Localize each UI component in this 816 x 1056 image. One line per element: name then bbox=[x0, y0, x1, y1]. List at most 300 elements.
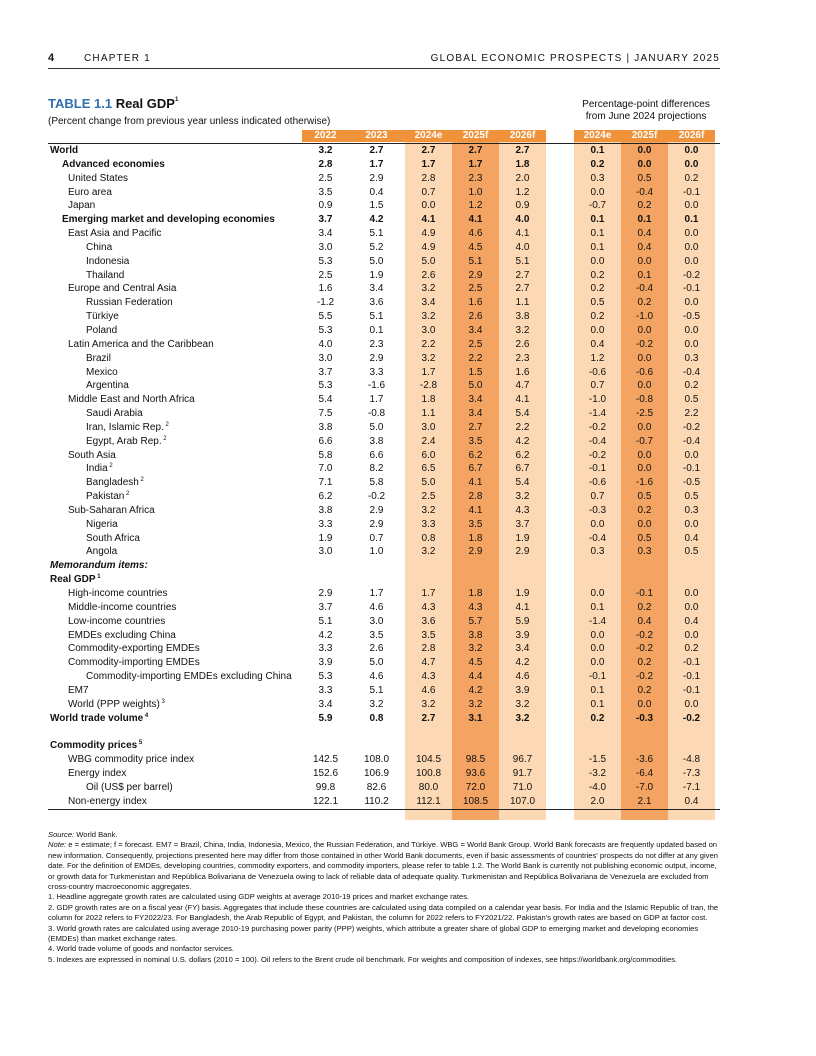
row-label: Commodity prices $^5$ bbox=[50, 740, 143, 752]
diff-cell-2025f: 0.0 bbox=[637, 324, 652, 336]
cell-2026f: 3.7 bbox=[515, 518, 530, 530]
cell-2022: 3.0 bbox=[318, 546, 333, 558]
row-label: Japan bbox=[68, 200, 96, 212]
cell-2025f: 3.2 bbox=[468, 643, 483, 655]
cell-2026f: 2.7 bbox=[515, 269, 530, 281]
table-row bbox=[48, 545, 720, 559]
diff-cell-2024e: 0.2 bbox=[590, 158, 605, 170]
cell-2022: 3.0 bbox=[318, 241, 333, 253]
diff-cell-2026f: 0.0 bbox=[684, 228, 699, 240]
row-label: Non-energy index bbox=[68, 795, 147, 807]
cell-2024e: 4.3 bbox=[421, 601, 436, 613]
table-row bbox=[48, 269, 720, 283]
cell-2024e: 3.6 bbox=[421, 615, 436, 627]
cell-2023: -0.2 bbox=[367, 491, 386, 503]
diff-col-header-2024e: 2024e bbox=[583, 130, 612, 141]
diff-cell-2026f: 0.5 bbox=[684, 491, 699, 503]
table-row bbox=[48, 670, 720, 684]
table-row bbox=[48, 449, 720, 463]
table-row bbox=[48, 227, 720, 241]
row-label: Brazil bbox=[86, 352, 112, 364]
cell-2022: 3.0 bbox=[318, 352, 333, 364]
diff-cell-2025f: -0.2 bbox=[635, 338, 654, 350]
cell-2023: 2.9 bbox=[369, 504, 384, 516]
cell-2022: 122.1 bbox=[312, 795, 339, 807]
cell-2023: 3.0 bbox=[369, 615, 384, 627]
diff-cell-2025f: 0.2 bbox=[637, 297, 652, 309]
diff-cell-2025f: 0.0 bbox=[637, 463, 652, 475]
diff-cell-2026f: 0.5 bbox=[684, 546, 699, 558]
diff-cell-2025f: -0.4 bbox=[635, 283, 654, 295]
footnote-marker: 3 bbox=[159, 698, 165, 705]
cell-2024e: 4.9 bbox=[421, 228, 436, 240]
row-label: United States bbox=[68, 172, 129, 184]
cell-2025f: 4.6 bbox=[468, 228, 483, 240]
source-note bbox=[48, 830, 720, 840]
cell-2024e: 5.0 bbox=[421, 477, 436, 489]
cell-2024e: 3.2 bbox=[421, 546, 436, 558]
cell-2026f: 5.4 bbox=[515, 408, 530, 420]
diff-cell-2025f: -0.2 bbox=[635, 643, 654, 655]
row-label: World bbox=[50, 145, 79, 156]
table-row bbox=[48, 725, 720, 753]
cell-2026f: 107.0 bbox=[509, 795, 536, 807]
table-row bbox=[48, 172, 720, 186]
cell-2022: 3.3 bbox=[318, 643, 333, 655]
cell-2023: 106.9 bbox=[363, 768, 390, 780]
col-header-2023: 2023 bbox=[365, 130, 388, 141]
diff-cell-2026f: -0.1 bbox=[682, 671, 701, 683]
cell-2022: 5.4 bbox=[318, 394, 333, 406]
table-row bbox=[48, 241, 720, 255]
table-body bbox=[48, 143, 720, 810]
diff-cell-2025f: -0.2 bbox=[635, 671, 654, 683]
table-row bbox=[48, 767, 720, 781]
cell-2026f: 6.7 bbox=[515, 463, 530, 475]
cell-2026f: 3.2 bbox=[515, 698, 530, 710]
note-label: Note: bbox=[48, 840, 67, 850]
cell-2026f: 1.1 bbox=[515, 297, 530, 309]
diff-cell-2026f: -0.2 bbox=[682, 269, 701, 281]
cell-2025f: 4.4 bbox=[468, 671, 483, 683]
col-header-2025f: 2025f bbox=[462, 130, 489, 141]
diff-cell-2026f: 0.0 bbox=[684, 145, 699, 156]
cell-2022: 2.9 bbox=[318, 588, 333, 599]
table-row bbox=[48, 421, 720, 435]
cell-2022: 6.2 bbox=[318, 491, 333, 503]
table-number: TABLE 1.1 bbox=[48, 96, 113, 111]
row-label: Nigeria bbox=[86, 518, 118, 530]
cell-2022: 6.6 bbox=[318, 435, 333, 447]
table-row bbox=[48, 255, 720, 269]
diff-cell-2026f: 0.2 bbox=[684, 380, 699, 392]
diff-cell-2024e: 0.3 bbox=[590, 172, 605, 184]
table-row bbox=[48, 379, 720, 393]
cell-2025f: 3.5 bbox=[468, 435, 483, 447]
cell-2026f: 2.7 bbox=[515, 283, 530, 295]
table-row bbox=[48, 310, 720, 324]
cell-2026f: 2.0 bbox=[515, 172, 530, 184]
cell-2025f: 1.8 bbox=[468, 532, 483, 544]
row-label: India $^2$ bbox=[86, 463, 113, 475]
diff-cell-2026f: 0.0 bbox=[684, 158, 699, 170]
cell-2025f: 1.7 bbox=[468, 158, 483, 170]
cell-2025f: 3.4 bbox=[468, 324, 483, 336]
diff-cell-2024e: 1.2 bbox=[590, 352, 605, 364]
diff-col-header-2026f: 2026f bbox=[678, 130, 705, 141]
cell-2024e: 2.8 bbox=[421, 643, 436, 655]
diff-cell-2025f: -3.6 bbox=[635, 754, 654, 766]
cell-2025f: 4.5 bbox=[468, 657, 483, 669]
cell-2025f: 4.3 bbox=[468, 601, 483, 613]
cell-2024e: 3.3 bbox=[421, 518, 436, 530]
cell-2024e: 3.2 bbox=[421, 283, 436, 295]
cell-2023: 5.8 bbox=[369, 477, 384, 489]
cell-2026f: 2.9 bbox=[515, 546, 530, 558]
cell-2023: 0.4 bbox=[369, 186, 384, 198]
table-row bbox=[48, 615, 720, 629]
cell-2023: 108.0 bbox=[363, 754, 390, 766]
footnote-marker: 1 bbox=[95, 574, 101, 581]
row-label: WBG commodity price index bbox=[68, 754, 195, 766]
row-label: Sub-Saharan Africa bbox=[68, 504, 155, 516]
cell-2026f: 3.2 bbox=[515, 491, 530, 503]
row-label: East Asia and Pacific bbox=[68, 228, 162, 240]
cell-2025f: 2.3 bbox=[468, 172, 483, 184]
cell-2023: 8.2 bbox=[369, 463, 384, 475]
diff-cell-2024e: 0.2 bbox=[590, 269, 605, 281]
diff-cell-2026f: -0.4 bbox=[682, 435, 701, 447]
diff-cell-2024e: -0.4 bbox=[588, 435, 607, 447]
diff-cell-2025f: -0.2 bbox=[635, 629, 654, 641]
table-row bbox=[48, 684, 720, 698]
page-number: 4 bbox=[48, 52, 55, 64]
cell-2025f: 3.5 bbox=[468, 518, 483, 530]
diff-cell-2024e: 0.7 bbox=[590, 491, 605, 503]
diff-cell-2024e: 0.1 bbox=[590, 145, 605, 156]
row-label: Iran, Islamic Rep. $^2$ bbox=[86, 421, 169, 433]
diff-cell-2025f: 0.2 bbox=[637, 684, 652, 696]
cell-2025f: 2.9 bbox=[468, 546, 483, 558]
row-label: Commodity-importing EMDEs excluding China bbox=[86, 671, 292, 683]
diff-cell-2024e: -0.1 bbox=[588, 463, 607, 475]
table-row bbox=[48, 781, 720, 795]
table-title bbox=[48, 96, 178, 111]
cell-2026f: 6.2 bbox=[515, 449, 530, 461]
cell-2022: 5.3 bbox=[318, 255, 333, 267]
diff-cell-2026f: 0.4 bbox=[684, 795, 699, 807]
cell-2022: 5.9 bbox=[318, 712, 333, 724]
cell-2022: 2.5 bbox=[318, 172, 333, 184]
diff-cell-2026f: -7.1 bbox=[682, 782, 701, 794]
cell-2024e: 2.7 bbox=[421, 712, 436, 724]
cell-2025f: 2.7 bbox=[468, 145, 483, 156]
diff-cell-2025f: 0.0 bbox=[637, 518, 652, 530]
table-row bbox=[48, 393, 720, 407]
diff-cell-2026f: 0.3 bbox=[684, 504, 699, 516]
cell-2023: 3.8 bbox=[369, 435, 384, 447]
cell-2025f: 1.8 bbox=[468, 588, 483, 599]
table-row bbox=[48, 366, 720, 380]
diff-cell-2024e: 0.0 bbox=[590, 324, 605, 336]
diff-cell-2025f: 0.5 bbox=[637, 491, 652, 503]
row-label: Commodity-exporting EMDEs bbox=[68, 643, 200, 655]
cell-2022: 5.3 bbox=[318, 380, 333, 392]
cell-2022: 3.3 bbox=[318, 518, 333, 530]
diff-cell-2026f: -0.2 bbox=[682, 712, 701, 724]
cell-2024e: 3.2 bbox=[421, 311, 436, 323]
cell-2023: 3.5 bbox=[369, 629, 384, 641]
diff-cell-2026f: 0.0 bbox=[684, 255, 699, 267]
row-label: High-income countries bbox=[68, 588, 168, 599]
cell-2025f: 2.5 bbox=[468, 338, 483, 350]
cell-2024e: 0.0 bbox=[421, 200, 436, 212]
cell-2025f: 4.1 bbox=[468, 214, 483, 226]
cell-2025f: 3.4 bbox=[468, 394, 483, 406]
cell-2024e: 1.1 bbox=[421, 408, 436, 420]
footnote-4: 4. World trade volume of goods and nonfactor services. bbox=[48, 944, 235, 954]
diff-cell-2025f: -1.0 bbox=[635, 311, 654, 323]
diff-cell-2025f: -0.7 bbox=[635, 435, 654, 447]
diff-cell-2025f: 0.3 bbox=[637, 546, 652, 558]
footnote-marker: 2 bbox=[161, 435, 167, 442]
diff-cell-2025f: 2.1 bbox=[637, 795, 652, 807]
cell-2025f: 108.5 bbox=[462, 795, 489, 807]
diff-cell-2024e: 0.3 bbox=[590, 546, 605, 558]
diff-cell-2025f: 0.2 bbox=[637, 601, 652, 613]
cell-2026f: 5.4 bbox=[515, 477, 530, 489]
diff-cell-2026f: -0.5 bbox=[682, 477, 701, 489]
diff-cell-2026f: -0.1 bbox=[682, 283, 701, 295]
cell-2022: 3.7 bbox=[318, 601, 333, 613]
diff-cell-2026f: -0.5 bbox=[682, 311, 701, 323]
diff-cell-2025f: 0.5 bbox=[637, 532, 652, 544]
cell-2022: -1.2 bbox=[316, 297, 335, 309]
diff-cell-2026f: -0.4 bbox=[682, 366, 701, 378]
row-label: EMDEs excluding China bbox=[68, 629, 176, 641]
diff-cell-2024e: -0.4 bbox=[588, 532, 607, 544]
cell-2024e: 1.7 bbox=[421, 158, 436, 170]
row-label: World (PPP weights) $^3$ bbox=[68, 698, 165, 710]
table-row bbox=[48, 435, 720, 449]
cell-2023: 5.1 bbox=[369, 311, 384, 323]
cell-2026f: 3.2 bbox=[515, 712, 530, 724]
table-row bbox=[48, 324, 720, 338]
diff-cell-2024e: 0.5 bbox=[590, 297, 605, 309]
cell-2023: 82.6 bbox=[366, 782, 387, 794]
cell-2022: 3.8 bbox=[318, 504, 333, 516]
diff-cell-2024e: 0.0 bbox=[590, 629, 605, 641]
footnote-1: 1. Headline aggregate growth rates are calculated using GDP weights at average 2010-19 prices and market exchange rates. bbox=[48, 892, 470, 902]
cell-2022: 3.3 bbox=[318, 684, 333, 696]
diff-cell-2024e: -0.2 bbox=[588, 449, 607, 461]
diff-cell-2026f: -0.1 bbox=[682, 657, 701, 669]
row-label: Pakistan $^2$ bbox=[86, 491, 130, 503]
cell-2023: 1.0 bbox=[369, 546, 384, 558]
row-label: Euro area bbox=[68, 186, 112, 198]
cell-2026f: 5.1 bbox=[515, 255, 530, 267]
diff-cell-2024e: 0.0 bbox=[590, 657, 605, 669]
cell-2022: 3.9 bbox=[318, 657, 333, 669]
page-header bbox=[48, 50, 720, 69]
cell-2026f: 91.7 bbox=[512, 768, 533, 780]
row-label: South Africa bbox=[86, 532, 140, 544]
col-header-2024e: 2024e bbox=[414, 130, 443, 141]
diff-cell-2025f: 0.2 bbox=[637, 657, 652, 669]
diff-cell-2026f: 0.2 bbox=[684, 172, 699, 184]
cell-2025f: 2.5 bbox=[468, 283, 483, 295]
cell-2022: 4.0 bbox=[318, 338, 333, 350]
diff-cell-2025f: 0.0 bbox=[637, 698, 652, 710]
cell-2025f: 6.2 bbox=[468, 449, 483, 461]
row-label: Energy index bbox=[68, 768, 127, 780]
footnote-marker: 4 bbox=[143, 712, 149, 719]
cell-2022: 152.6 bbox=[312, 768, 339, 780]
diff-cell-2024e: 0.1 bbox=[590, 601, 605, 613]
diff-cell-2024e: 0.0 bbox=[590, 588, 605, 599]
cell-2023: 5.2 bbox=[369, 241, 384, 253]
cell-2024e: 3.2 bbox=[421, 504, 436, 516]
cell-2025f: 2.9 bbox=[468, 269, 483, 281]
diff-cell-2026f: 0.0 bbox=[684, 588, 699, 599]
diff-cell-2024e: 0.1 bbox=[590, 228, 605, 240]
diff-cell-2026f: -7.3 bbox=[682, 768, 701, 780]
row-label: Egypt, Arab Rep. $^2$ bbox=[86, 435, 167, 447]
cell-2026f: 4.1 bbox=[515, 228, 530, 240]
col-header-2026f: 2026f bbox=[509, 130, 536, 141]
table-row bbox=[48, 629, 720, 643]
cell-2024e: 1.8 bbox=[421, 394, 436, 406]
row-label: Indonesia bbox=[86, 255, 130, 267]
cell-2022: 5.3 bbox=[318, 671, 333, 683]
cell-2026f: 4.1 bbox=[515, 601, 530, 613]
cell-2022: 7.5 bbox=[318, 408, 333, 420]
diff-cell-2025f: 0.4 bbox=[637, 228, 652, 240]
cell-2022: 5.5 bbox=[318, 311, 333, 323]
table-row bbox=[48, 186, 720, 200]
diff-cell-2026f: 0.0 bbox=[684, 297, 699, 309]
cell-2023: 3.6 bbox=[369, 297, 384, 309]
cell-2022: 1.6 bbox=[318, 283, 333, 295]
diff-cell-2026f: 0.0 bbox=[684, 324, 699, 336]
cell-2022: 99.8 bbox=[315, 782, 336, 794]
cell-2023: -0.8 bbox=[367, 408, 386, 420]
row-label: Latin America and the Caribbean bbox=[68, 338, 214, 350]
diff-cell-2026f: -0.1 bbox=[682, 684, 701, 696]
cell-2026f: 3.4 bbox=[515, 643, 530, 655]
diff-cell-2025f: 0.2 bbox=[637, 504, 652, 516]
cell-2026f: 2.7 bbox=[515, 145, 530, 156]
footnote-marker: 2 bbox=[107, 463, 113, 470]
cell-2024e: 4.1 bbox=[421, 214, 436, 226]
cell-2025f: 6.7 bbox=[468, 463, 483, 475]
cell-2024e: 4.3 bbox=[421, 671, 436, 683]
cell-2026f: 5.9 bbox=[515, 615, 530, 627]
cell-2025f: 3.1 bbox=[468, 712, 483, 724]
cell-2022: 3.7 bbox=[318, 366, 333, 378]
footnote-5: 5. Indexes are expressed in nominal U.S. dollars (2010 = 100). Oil refers to the Brent crude oil benchmark. For weights and composition of indexes, see https://worldbank.org/commodities. bbox=[48, 954, 678, 964]
cell-2023: 1.7 bbox=[369, 158, 384, 170]
diff-cell-2024e: 2.0 bbox=[590, 795, 605, 807]
diff-cell-2024e: -1.4 bbox=[588, 615, 607, 627]
diff-cell-2024e: 0.7 bbox=[590, 380, 605, 392]
diff-cell-2025f: -0.6 bbox=[635, 366, 654, 378]
diff-cell-2026f: 0.0 bbox=[684, 338, 699, 350]
publication-title: GLOBAL ECONOMIC PROSPECTS | JANUARY 2025 bbox=[430, 53, 720, 64]
cell-2023: 4.6 bbox=[369, 671, 384, 683]
cell-2024e: 104.5 bbox=[415, 754, 442, 766]
cell-2023: 6.6 bbox=[369, 449, 384, 461]
cell-2026f: 1.2 bbox=[515, 186, 530, 198]
diff-cell-2024e: -0.2 bbox=[588, 421, 607, 433]
cell-2025f: 2.2 bbox=[468, 352, 483, 364]
table-row bbox=[48, 518, 720, 532]
cell-2025f: 4.2 bbox=[468, 684, 483, 696]
row-label: Türkiye bbox=[86, 311, 119, 323]
row-label: China bbox=[86, 241, 113, 253]
cell-2024e: -2.8 bbox=[419, 380, 438, 392]
diff-cell-2026f: 0.5 bbox=[684, 394, 699, 406]
cell-2025f: 1.5 bbox=[468, 366, 483, 378]
table-row bbox=[48, 352, 720, 366]
cell-2024e: 100.8 bbox=[415, 768, 442, 780]
cell-2026f: 4.7 bbox=[515, 380, 530, 392]
cell-2023: 1.9 bbox=[369, 269, 384, 281]
cell-2024e: 0.7 bbox=[421, 186, 436, 198]
cell-2024e: 0.8 bbox=[421, 532, 436, 544]
cell-2024e: 3.5 bbox=[421, 629, 436, 641]
row-label: Bangladesh $^2$ bbox=[86, 477, 144, 489]
title-footnote-marker: 1 bbox=[174, 97, 179, 103]
cell-2023: 5.0 bbox=[369, 657, 384, 669]
footnote-3: 3. World growth rates are calculated using average 2010-19 purchasing power parity (PPP) weights, which attribute a greater share of global GDP to emerging market and developing economies (EMDEs) than market exchange rates. bbox=[48, 923, 699, 944]
cell-2026f: 1.6 bbox=[515, 366, 530, 378]
diff-cell-2024e: 0.0 bbox=[590, 255, 605, 267]
diff-cell-2026f: 0.1 bbox=[684, 214, 699, 226]
table-row bbox=[48, 158, 720, 172]
diff-cell-2026f: 0.4 bbox=[684, 532, 699, 544]
diff-cell-2025f: -6.4 bbox=[635, 768, 654, 780]
cell-2023: 2.6 bbox=[369, 643, 384, 655]
cell-2023: 3.4 bbox=[369, 283, 384, 295]
table-row bbox=[48, 476, 720, 490]
cell-2023: 5.0 bbox=[369, 255, 384, 267]
table-row bbox=[48, 532, 720, 546]
diff-cell-2026f: 0.3 bbox=[684, 352, 699, 364]
diff-cell-2026f: 2.2 bbox=[684, 408, 699, 420]
diff-cell-2026f: 0.0 bbox=[684, 601, 699, 613]
cell-2023: 1.5 bbox=[369, 200, 384, 212]
cell-2022: 3.8 bbox=[318, 421, 333, 433]
cell-2024e: 2.8 bbox=[421, 172, 436, 184]
cell-2022: 142.5 bbox=[312, 754, 339, 766]
diff-cell-2024e: -3.2 bbox=[588, 768, 607, 780]
cell-2023: 1.7 bbox=[369, 394, 384, 406]
cell-2024e: 1.7 bbox=[421, 588, 436, 599]
cell-2025f: 5.0 bbox=[468, 380, 483, 392]
note-text: e = estimate; f = forecast. EM7 = Brazil, China, India, Indonesia, Mexico, the Russian Federation, and Türkiye. WBG = World Bank Group. World Bank forecasts are frequently updated based on new information. Consequently, projections presented here may differ from those contained in other World Bank documents, even if basic assessments of countries' prospects do not differ at any given date. For the definition of EMDEs, developing countries, commodity exporters, and commodity importers, please refer to table 1.2. The World Bank is currently not publishing economic output, income, or growth data for Turkmenistan and República Bolivariana de Venezuela owing to lack of reliable data of adequate quality. Turkmenistan and República Bolivariana de Venezuela are excluded from cross-country macroeconomic aggregates. bbox=[48, 840, 718, 892]
cell-2022: 5.1 bbox=[318, 615, 333, 627]
cell-2023: 4.2 bbox=[369, 214, 384, 226]
cell-2026f: 4.2 bbox=[515, 657, 530, 669]
cell-2022: 5.8 bbox=[318, 449, 333, 461]
footnote-2: 2. GDP growth rates are on a fiscal year (FY) basis. Aggregates that include these countries are calculated using data compiled on a calendar year basis. For India and the Islamic Republic of Iran, the column for 2022 refers to FY2022/23. For Bangladesh, the Arab Republic of Egypt, and Pakistan, the column for 2022 refers to FY2021/22. Pakistan's growth rates are based on GDP at factor cost. bbox=[48, 902, 719, 923]
table-row bbox=[48, 199, 720, 213]
cell-2024e: 4.6 bbox=[421, 684, 436, 696]
diff-cell-2024e: -0.7 bbox=[588, 200, 607, 212]
diff-cell-2024e: 0.0 bbox=[590, 518, 605, 530]
cell-2025f: 4.1 bbox=[468, 504, 483, 516]
